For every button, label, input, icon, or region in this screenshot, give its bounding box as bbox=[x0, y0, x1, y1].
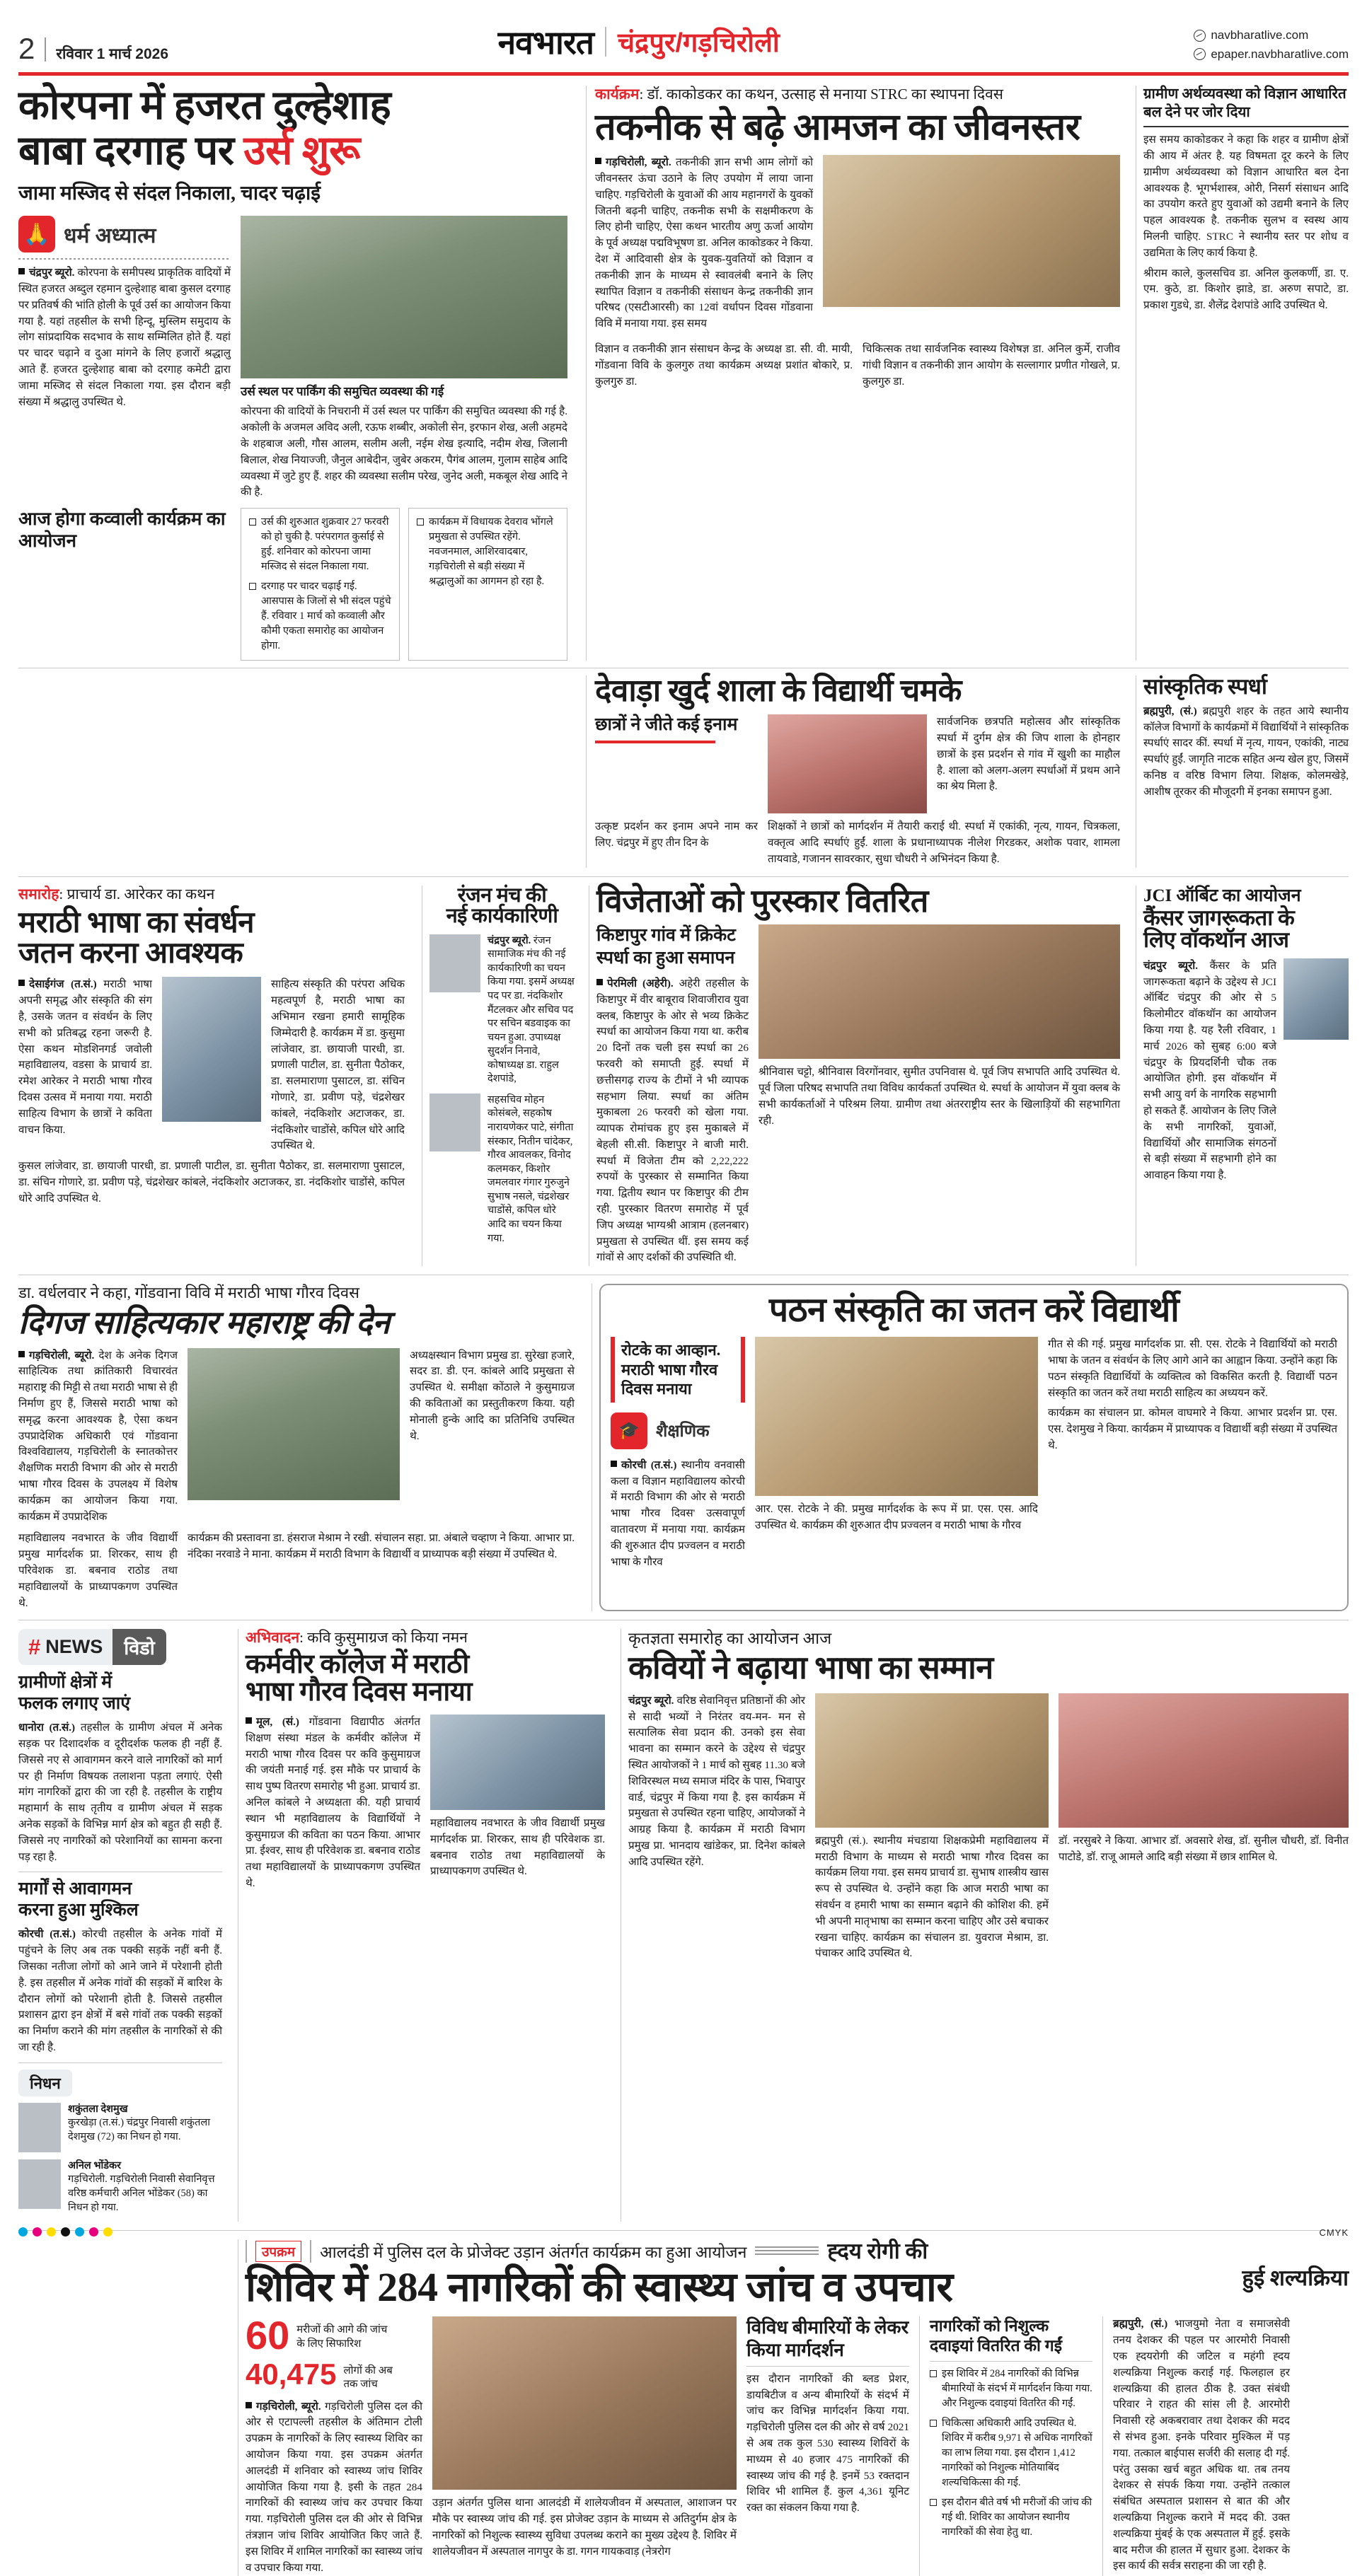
pathan-body-1: स्थानीय वनवासी कला व विज्ञान महाविद्यालय कोरची में मराठी विभाग की ओर से 'मराठी भाषा गौरव दिवस' उत्सवापूर्ण वातावरण में मनाया गया. कार्यक्रम की शुरुआत दीप प्रज्वलन व मराठी भाषा के गौरव bbox=[611, 1458, 745, 1568]
karmveer-body-2: महाविद्यालय नवभारत के जीव विद्यार्थी प्रमुख मार्गदर्शक प्रा. शिरकर, साथ ही परिवेशक डा. बबनाव राठोड तथा महाविद्यालयों के प्राध्यापकगण उपस्थित थे. bbox=[430, 1816, 605, 1878]
story-cricket bbox=[596, 883, 1129, 1267]
masthead-left bbox=[18, 34, 168, 64]
news-item-1-head-1: ग्रामीणों क्षेत्रों में bbox=[18, 1673, 113, 1693]
karmveer-dateline: मूल, (सं.) bbox=[256, 1715, 299, 1728]
sanskritik-body bbox=[1143, 704, 1349, 801]
pathan-photo-col bbox=[755, 1337, 1038, 1570]
list-item bbox=[417, 515, 559, 589]
marathi-kicker bbox=[18, 886, 405, 903]
shivir-kicker-tag: उपक्रम bbox=[255, 2241, 301, 2262]
list-item bbox=[249, 579, 391, 654]
strc-kicker bbox=[595, 86, 1120, 103]
story-devada-wrap bbox=[595, 675, 1349, 867]
pathan-body-2: गीत से की गई. प्रमुख मार्गदर्शक प्रा. सी. एस. रोटके ने विद्यार्थियों को मराठी भाषा के जतन व संवर्धन के लिए आगे आने का आह्वान किया. उन्होंने कहा कि पठन संस्कृति विद्यार्थियों के व्यक्तित्व को विकसित करती है. विद्यार्थी पठन संस्कृति का जतन करें तथा मराठी साहित्य का अध्ययन करें. bbox=[1048, 1338, 1337, 1399]
karmveer-kicker bbox=[246, 1629, 605, 1647]
marathi-headline-1: मराठी भाषा का संवर्धन bbox=[18, 906, 255, 939]
kavi-body-3: डॉ. नरसुबरे ने किया. आभार डॉ. अवसारे शेख, डॉ. सुनील चौधरी, डॉ. विनीत पाटोडे, डॉ. राजू आमले आदि बड़ी संख्या में छात्र शामिल थे. bbox=[1059, 1834, 1349, 1863]
urs-headline-2a: बाबा दरगाह पर bbox=[18, 129, 244, 174]
story-devada bbox=[595, 675, 1129, 867]
strc-names: श्रीराम काले, कुलसचिव डा. अनिल कुलकर्णी, डा. ए. एम. कुठे, डा. किशोर झाडे, डा. अरुण सपाटे, डा. प्रकाश गुडधे, डा. शैलेंद्र देशपांडे आदि उपस्थित थे. bbox=[1143, 267, 1349, 312]
shivir-body-1: गड़चिरोली पुलिस दल की ओर से एटापल्ली तहसील के अंतिमान टोली उपक्रम के नागरिकों के लिए स्वास्थ्य शिविर का आयोजन किया गया. इस उपक्रम अंतर्गत आलदंडी में शनिवार को स्वास्थ्य जांच शिविर आयोजित किया गया है. इसी के तहत 284 नागरिकों की स्वास्थ्य जांच कर उपचार किया गया. गड़चिरोली पुलिस दल की ओर से विभिन्न तंत्रज्ञान जांच शिविर आयोजित किए जाते हैं. इस शिविर में शामिल नागरिकों का स्वास्थ्य जांच व उपचार किया गया. bbox=[246, 2400, 423, 2574]
urs-bullets bbox=[241, 508, 567, 661]
sahitya-body-2: अध्यक्षस्थान विभाग प्रमुख डा. सुरेखा हजारे, सदर डा. डी. एन. कांबले आदि प्रमुखता से उपस्थित थे. समीक्षा कोंठाले ने कुसुमाग्रज की कविताओं का प्रस्तुतीकरण किया. यही मोनाली हुन्के आदि का प्रतिनिधि उपस्थित थे. bbox=[410, 1349, 575, 1442]
band2-left-spacer bbox=[18, 675, 577, 867]
hriday-head-2: हुई शल्यक्रिया bbox=[1242, 2265, 1349, 2291]
urs-left-col bbox=[18, 216, 231, 501]
bottom-band bbox=[0, 2239, 1367, 2576]
sahitya-body-1-text: देश के अनेक दिगज साहित्यिक तथा क्रांतिकारी विचारवंत महाराष्ट्र की मिट्टी से तथा मराठी भाषा से ही निर्माण हुए हैं, जिससे मराठी भाषा को समृद्ध करना आवश्यक है, ऐसा कथन उपप्रादेशिक अधिकारी एवं गोंडवाना विश्वविद्यालय, गड़चिरोली के स्नातकोत्तर शैक्षणिक मराठी विभाग की ओर से मराठी भाषा गौरव दिवस के उपलक्ष्य में विशेष कार्यक्रम का आयोजन किया गया. कार्यक्रम में उपप्रादेशिक bbox=[18, 1349, 178, 1523]
marathi-dateline: देसाईगंज (त.सं.) bbox=[29, 978, 97, 991]
sahitya-headline: दिगज साहित्यकार महाराष्ट्र की देन bbox=[18, 1304, 390, 1340]
jci-kicker: JCI ऑर्बिट का आयोजन bbox=[1143, 886, 1301, 905]
devada-headline: देवाड़ा खुर्द शाला के विद्यार्थी चमके bbox=[595, 673, 962, 709]
divider bbox=[18, 2062, 222, 2063]
issue-date: रविवार 1 मार्च 2026 bbox=[56, 46, 168, 62]
pathan-headline: पठन संस्कृति का जतन करें विद्यार्थी bbox=[768, 1292, 1179, 1330]
graduation-cap-icon: 🎓 bbox=[611, 1412, 647, 1449]
strc-text-col bbox=[595, 155, 813, 336]
stat-1-number: 60 bbox=[246, 2313, 290, 2358]
red-underline bbox=[595, 741, 715, 743]
sanskritik-dateline: ब्रह्मपुरी, (सं.) bbox=[1143, 704, 1197, 717]
shivir-headline-wrap bbox=[246, 2264, 1162, 2311]
story-urs bbox=[18, 83, 577, 661]
hriday-body-text: भाजयुमो नेता व समाजसेवी तनय देशकर की पहल पर आरमोरी निवासी एक ह्दयरोगी की जटिल व महंगी ह्दय शल्यक्रिया निशुल्क कराई गई. फिलहाल हर शल्यक्रिया की हालत ठीक है. उक्त संबंधी परिवार ने राहत की सांस ली है. आरमोरी निवासी रहे अकबरावार तथा देशकर की मदद से संभव हुआ. इनके परिवार मुश्किल में पड़ गया. तत्काल बाईपास सर्जरी की सलाह दी गई. परंतु उसका खर्च बहुत अधिक था. तब तनय देशकर से संपर्क किया गया. उन्होंने तत्काल संबंधित अस्पताल प्रशासन से बात की और शल्यक्रिया निशुल्क कराने में मदद की. उक्त शल्यक्रिया मुंबई के एक अस्पताल में हुई. इसके बाद मरीज की हालत में सुधार हुआ. देशकर के इस कार्य की सर्वत्र सराहना की जा रही है. bbox=[1113, 2318, 1290, 2572]
jci-headline-1: कैंसर जागरूकता के bbox=[1143, 905, 1295, 930]
list-item bbox=[930, 2416, 1092, 2490]
bullet-square bbox=[595, 158, 601, 164]
checkbox-icon bbox=[930, 2420, 937, 2427]
second-band bbox=[0, 675, 1367, 867]
divider bbox=[18, 258, 231, 260]
shivir-photo bbox=[432, 2316, 737, 2490]
bullet-text: उर्स की शुरुआत शुक्रवार 27 फरवरी को हो चुकी है. परंपरागत कुर्साई से हुई. शनिवार को कोरपना जामा मस्जिद से संदल निकाला गया. bbox=[261, 516, 389, 573]
hriday-head bbox=[827, 2239, 928, 2263]
story-karmveer bbox=[246, 1629, 613, 2222]
story-hriday bbox=[1113, 2316, 1290, 2576]
karmveer-body-1-text: गोंडवाना विद्यापीठ अंतर्गत शिक्षण संस्था मंडल के कर्मवीर कॉलेज में मराठी भाषा गौरव दिवस पर कवि कुसुमाग्रज की जयंती मनाई गई. इस मौके पर प्राचार्य के साथ पुष्प वितरण समारोह भी हुआ. प्राचार्य डा. अनिल कांबले ने अध्यक्षता की. यही प्राचार्य स्थान भी महाविद्यालय के विद्यार्थियों ने कुसुमाग्रज की कविता का पठन किया. आभार प्रा. ईश्वर, साथ ही परिवेशक डा. बबनाव राठोड तथा महाविद्यालयों के प्राध्यापकगण उपस्थित थे. bbox=[246, 1715, 420, 1889]
bullet-text: इस शिविर में 284 नागरिकों की विभिन्न बीमारियों के संदर्भ में मार्गदर्शन किया गया. और निशुल्क दवाइयां वितरित की गईं. bbox=[942, 2367, 1092, 2409]
marathi-photo-col bbox=[162, 977, 261, 1154]
bullet-square bbox=[246, 2402, 252, 2408]
urs-qawwali-head-1: आज होगा कव्वाली कार्यक्रम का आयोजन bbox=[18, 509, 226, 552]
jci-dateline: चंद्रपुर ब्यूरो. bbox=[1143, 959, 1199, 972]
dharma-badge bbox=[18, 216, 231, 253]
cricket-dateline: पेरमिली (अहेरी). bbox=[607, 977, 674, 990]
strc-kicker-tag: कार्यक्रम bbox=[595, 86, 640, 103]
masthead bbox=[0, 0, 1367, 68]
pathan-body-3: आर. एस. रोटके ने की. प्रमुख मार्गदर्शक के रूप में प्रा. एस. एस. आदि उपस्थित थे. कार्यक्रम की शुरुआत दीप प्रज्वलन व मराठी भाषा के गौरव bbox=[755, 1503, 1038, 1532]
sanskritik-body-text: ब्रह्मपुरी शहर के तहत आये स्थानीय कॉलेज विभागों के कार्यक्रमों में विद्यार्थियों ने सांस्कृतिक स्पर्धाएं सादर कीं. स्पर्धा में नृत्य, गायन, एकांकी, नाट्य स्पर्धाएं हुईं. जागृति नाटक सहित अन्य खेल हुए, जिसमें कनिष्ठ व वरिष्ठ विभाग लिया. शिक्षक, कोलमखेड़े, आशीष तूरकर की मौजूदगी में इनका समापन हुआ. bbox=[1143, 704, 1349, 798]
urs-subhead: जामा मस्जिद से संदल निकाला, चादर चढ़ाई bbox=[18, 182, 321, 205]
pathan-callout-1: रोटके का आव्हान. bbox=[621, 1341, 721, 1359]
divider bbox=[605, 27, 606, 57]
fourth-band bbox=[0, 1284, 1367, 1611]
pathan-callout-3: दिवस मनाया bbox=[621, 1380, 692, 1398]
marathi-body-1 bbox=[18, 977, 152, 1154]
karmveer-kicker-rest: : कवि कुसुमाग्रज को किया नमन bbox=[299, 1629, 468, 1647]
urs-right-col bbox=[241, 216, 567, 501]
video-badge-right: विडो bbox=[113, 1629, 166, 1665]
shivir-mid-body: इस दौरान नागरिकों की ब्लड प्रेशर, डायबिटीज व अन्य बीमारियों के संदर्भ में जांच कर विभिन्न मार्गदर्शन किया गया. गड़चिरोली पुलिस दल की ओर से वर्ष 2021 से अब तक कुल 530 स्वास्थ्य शिविरों के माध्यम से 40 हजार 475 नागरिकों की स्वास्थ्य जांच की गई है. इनमें 53 रक्तदान शिविर भी शामिल हैं. कुल 4,361 यूनिट रक्त का संकलन किया गया है. bbox=[746, 2372, 909, 2514]
story-kavi bbox=[628, 1629, 1349, 2222]
karmveer-kicker-tag: अभिवादन bbox=[246, 1629, 300, 1647]
shivir-dateline: गड़चिरोली, ब्यूरो. bbox=[256, 2400, 321, 2413]
ranjan-body-2: सहसचिव मोहन कोसंबले, सहकोष नारायणेकर पाटे, संगीता संस्कार, नितीन चांदेकर, गौरव आवलकर, विनोद कलमकर, किशोर जमलवार गंगार गुरुजुने सुभाष नसले, चंद्रशेखर चाडोंसे, कपिल धोरे आदि का चयन किया गया. bbox=[488, 1093, 574, 1244]
urs-subhead-block bbox=[18, 508, 231, 661]
sahitya-body-1 bbox=[18, 1348, 178, 1526]
jci-body-text: कैंसर के प्रति जागरूकता बढ़ाने के उद्देश्य से JCI ऑर्बिट चंद्रपुर की ओर से 5 किलोमीटर वॉकथॉन का आयोजन किया गया है. यह रैली रविवार, 1 मार्च 2026 को सुबह 6:00 बजे चंद्रपुर के प्रियदर्शिनी चौक तक आयोजित होगी. इस वॉकथॉन में सभी आयु वर्ग के नागरिक सहभागी हो सकते हैं. आयोजन के लिए जिले के सभी नागरिकों, युवाओं, विद्यार्थियों और सामाजिक संगठनों से बड़ी संख्या में सहभागी होने का आवाहन किया गया है. bbox=[1143, 959, 1276, 1182]
sahitya-caption: महाविद्यालय नवभारत के जीव विद्यार्थी प्रमुख मार्गदर्शक प्रा. शिरकर, साथ ही परिवेशक डा. बबनाव राठोड तथा महाविद्यालयों के प्राध्यापकगण उपस्थित थे. bbox=[18, 1532, 178, 1609]
cricket-right-col bbox=[759, 924, 1120, 1266]
shivir-kicker-row bbox=[246, 2239, 1349, 2263]
divider bbox=[930, 2361, 1092, 2362]
pathan-dateline: कोरची (त.सं.) bbox=[621, 1458, 677, 1471]
kavi-dateline: चंद्रपुर ब्यूरो. bbox=[628, 1694, 674, 1707]
marathi-photo bbox=[162, 977, 261, 1122]
cricket-headline: विजेताओं को पुरस्कार वितरित bbox=[596, 883, 928, 919]
stat-2-label-1: लोगों की अब bbox=[343, 2365, 393, 2377]
bullet-square bbox=[18, 980, 25, 986]
news-item-2-head-1: मार्गों से आवागमन bbox=[18, 1879, 132, 1899]
checkbox-icon bbox=[417, 518, 424, 526]
urs-dateline: चंद्रपुर ब्यूरो. bbox=[29, 267, 75, 279]
strc-headline: तकनीक से बढ़े आमजन का जीवनस्तर bbox=[595, 108, 1080, 149]
ranjan-dateline: चंद्रपुर ब्यूरो. bbox=[488, 934, 531, 946]
stat-1-label-2: के लिए सिफारिश bbox=[296, 2338, 362, 2350]
cricket-body-2: श्रीनिवास चट्टो, श्रीनिवास विरगोंनवार, सुमीत उपनिवास थे. पूर्व जिप सभापति आदि उपस्थित थे. पूर्व जिला परिषद सभापति तथा विविध कार्यकर्ता उपस्थित थे. स्पर्धा के आयोजन में युवा क्लब के सभी कार्यकर्ताओं ने परिश्रम लिया. ग्रामीण तथा अंतरराष्ट्रीय स्तर के खिलाड़ियों की सहभागिता रही. bbox=[759, 1066, 1120, 1127]
news-video-column bbox=[18, 1629, 231, 2222]
devada-caption: उत्कृष्ट प्रदर्शन कर इनाम अपने नाम कर लिए. चंद्रपुर में हुए तीन दिन के bbox=[595, 820, 758, 849]
strc-body-1 bbox=[595, 155, 813, 332]
news-item-2-head-2: करना हुआ मुश्किल bbox=[18, 1901, 139, 1920]
checkbox-icon bbox=[930, 2499, 937, 2506]
devada-body-1: सार्वजनिक छत्रपति महोत्सव और सांस्कृतिक स्पर्धा में दुर्गम क्षेत्र की जिप शाला के होनहार छात्रों के इस प्रदर्शन से गांव में खुशी का माहौल है. शाला को अलग-अलग स्पर्धाओं में प्रथम आने का श्रेय मिला है. bbox=[937, 716, 1120, 793]
divider bbox=[919, 2316, 920, 2576]
devada-photo bbox=[768, 714, 927, 813]
urs-headline-2b: उर्स शुरू bbox=[243, 129, 360, 174]
kavi-photo-1 bbox=[815, 1693, 1049, 1828]
namaste-hands-icon: 🙏 bbox=[18, 216, 55, 253]
hriday-dateline: ब्रह्मपुरी, (सं.) bbox=[1113, 2318, 1168, 2331]
urs-body-2: कोरपना की वादियों के निचरानी में उर्स स्थल पर पार्किंग की समुचित व्यवस्था की गई है. अकोली के अजमल अविद अली, रऊफ शब्बीर, अकोली सेन, इरफान शेख, अली अहमदे के शहबाज अली, गौस आलम, सलीम अली, नईम शेख इत्यादि, नदीम शेख, जिलानी बिलाल, शेख नियाज्जी, जैनुल आबेदीन, जुबेर अकरम, पैगंब आलम, गुलाम साहेब आदि व्यवस्था में जुटे हुए हैं. शहर की व्यवस्था सलीम परेख, जुनेद अली, मकबूल शेख आदि ने की है. bbox=[241, 405, 567, 499]
avatar bbox=[429, 1093, 480, 1151]
shivir-headline: शिविर में 284 नागरिकों की स्वास्थ्य जांच व उपचार bbox=[246, 2264, 953, 2311]
karmveer-body-1 bbox=[246, 1715, 420, 1892]
third-band bbox=[0, 883, 1367, 1267]
urs-bullet-box-2 bbox=[408, 508, 567, 661]
news-item-1-head-2: फलक लगाए जाएं bbox=[18, 1694, 131, 1714]
story-shivir bbox=[246, 2239, 1349, 2576]
shivir-right-bullets bbox=[930, 2367, 1092, 2540]
news-item-1-dateline: धानोरा (त.सं.) bbox=[18, 1722, 76, 1734]
avatar bbox=[18, 2103, 61, 2152]
stat-2-number: 40,475 bbox=[246, 2357, 337, 2391]
obituary-2-meta: गड़चिरोली. गड़चिरोली निवासी सेवानिवृत्त वरिष्ठ कर्मचारी अनिल भोंडेकर (58) का निधन हो गया. bbox=[68, 2174, 215, 2213]
shivir-right-col bbox=[930, 2316, 1092, 2576]
marathi-body-2: साहित्य संस्कृति की परंपरा अधिक महत्वपूर्ण है, मराठी भाषा का अभिमान रखना हमारी सामूहिक जिम्मेदारी है. कार्यक्रम में डा. कुसुमा लांजेवार, डा. छायाजी पारधी, डा. प्रणाली पाटील, डा. सुनीता पैठोकर, डा. सलमाराणा पुसाटल, डा. संचिन गोणारे, डा. प्रवीण पड़े, चंद्रशेखर कांबले, नंदकिशोर अटाजकर, डा. नंदकिशोर चाडोंसे, कपिल धोरे आदि उपस्थित थे. bbox=[271, 978, 405, 1152]
jci-photo bbox=[1284, 958, 1349, 1040]
strc-side-col bbox=[1143, 86, 1349, 661]
brand-logo: नवभारत bbox=[497, 24, 594, 61]
strc-body-1-text: तकनीकी ज्ञान सभी आम लोगों को जीवनस्तर ऊंचा उठाने के लिए उपयोग में लाया जाना चाहिए. गड़चिरोली के युवाओं की आय महानगरों के युवकों जितनी बढ़नी चाहिए, तकनीक सभी के सक्षमीकरण के लिए होनी चाहिए, ऐसा कथन भारतीय अणु ऊर्जा आयोग के पूर्व अध्यक्ष पद्मविभूषण डा. अनिल काकोडकर ने किया. देश में आदिवासी क्षेत्र के युवक-युवतियों को विज्ञान व तकनीकी ज्ञान के माध्यम से स्वावलंबी बनाने के लिए स्थापित विज्ञान व तकनीकी संसाधन केन्द्र तकनीकी ज्ञान परिषद (एसटीआरसी) का 12वां वर्धापन दिवस गोंडवाना विवि में मनाया गया. इस समय bbox=[595, 156, 814, 330]
list-item bbox=[930, 2495, 1092, 2540]
obituary-1-meta: कुरखेड़ा (त.सं.) चंद्रपुर निवासी शकुंतला देशमुख (72) का निधन हो गया. bbox=[68, 2117, 211, 2142]
masthead-brand bbox=[498, 20, 780, 64]
kavi-kicker: कृतज्ञता समारोह का आयोजन आज bbox=[628, 1630, 832, 1648]
obituary-1-name: शकुंतला देशमुख bbox=[68, 2103, 128, 2115]
devada-subhead: छात्रों ने जीते कई इनाम bbox=[595, 715, 738, 735]
strc-side-body: इस समय काकोडकर ने कहा कि शहर व ग्रामीण क्षेत्रों की आय में अंतर है. यह विषमता दूर करने के लिए ग्रामीण अर्थव्यवस्था को विज्ञान आधारित बल देना आवश्यक है. भूगर्भशास्त्र, ओरी, निसर्ग संसाधन आदि का उपयोग करते हुए युवाओं को उद्यमी बनाने के लिए पहल आवश्यक है. तकनीक सुलभ व स्वस्थ आय मिलनी चाहिए. STRC ने स्थानीय स्तर पर शोध व उद्यमिता के लिए कार्य किया है. bbox=[1143, 134, 1349, 259]
devada-sub-col bbox=[595, 714, 758, 813]
shivir-mid-col bbox=[746, 2316, 909, 2576]
story-marathi bbox=[18, 886, 415, 1267]
pathan-callout-2: मराठी भाषा गौरव bbox=[621, 1360, 718, 1379]
news-video-badge[interactable] bbox=[18, 1629, 166, 1665]
divider bbox=[746, 2366, 909, 2367]
ranjan-headline-2: नई कार्यकारिणी bbox=[446, 905, 558, 928]
urs-bullet-box bbox=[241, 508, 400, 661]
strc-kicker-rest: : डॉ. काकोडकर का कथन, उत्साह से मनाया STRC का स्थापना दिवस bbox=[639, 86, 1003, 103]
shaikshanik-badge bbox=[611, 1412, 745, 1449]
divider bbox=[45, 37, 46, 62]
divider bbox=[18, 876, 1349, 877]
shivir-right-head: नागरिकों को निशुल्क दवाइयां वितरित की गईं bbox=[930, 2317, 1062, 2355]
website-epaper[interactable] bbox=[1194, 45, 1349, 64]
globe-icon bbox=[1194, 30, 1206, 42]
dharma-badge-label: धर्म अध्यात्म bbox=[64, 224, 156, 248]
masthead-websites bbox=[1194, 26, 1349, 64]
shivir-kicker-rest: आलदंडी में पुलिस दल के प्रोजेक्ट उड़ान अंतर्गत कार्यक्रम का हुआ आयोजन bbox=[320, 2244, 747, 2262]
website-main-label: navbharatlive.com bbox=[1211, 28, 1309, 42]
checkbox-icon bbox=[249, 518, 256, 526]
kavi-photo-2 bbox=[1059, 1693, 1349, 1828]
sahitya-photo bbox=[188, 1348, 400, 1500]
divider bbox=[586, 675, 587, 867]
marathi-headline-2: जतन करना आवश्यक bbox=[18, 936, 243, 970]
marathi-body-1-text: मराठी भाषा अपनी समृद्ध और संस्कृति की संग है, उसके जतन व संवर्धन के लिए सभी को प्रतिबद्ध रहना जरूरी है. ऐसा कथन मोडशिनगर्ड जवोली महाविद्यालय, वडसा के प्राचार्य डा. रमेश आरेकर ने मराठी भाषा गौरव दिवस उत्सव में मनाया गया. मराठी साहित्य विभाग के छात्रों ने कविता वाचन किया. bbox=[18, 978, 152, 1136]
marathi-body-3: कुसल लांजेवार, डा. छायाजी पारधी, डा. प्रणाली पाटील, डा. सुनीता पैठोकर, डा. सलमाराणा पुसाटल, डा. संचिन गोणारे, डा. प्रवीण पड़े, चंद्रशेखर कांबले, नंदकिशोर अटाजकर, डा. नंदकिशोर चाडोंसे, कपिल धोरे आदि उपस्थित थे. bbox=[18, 1160, 405, 1205]
decoration-lines bbox=[755, 2246, 819, 2256]
marathi-kicker-rest: : प्राचार्य डा. आरेकर का कथन bbox=[59, 885, 215, 903]
devada-body-2: शिक्षकों ने छात्रों को मार्गदर्शन में तैयारी कराई थी. स्पर्धा में एकांकी, नृत्य, गायन, चित्रकला, वक्तृत्व आदि स्पर्धाएं हुईं. शाला के प्रधानाध्यापक नीलेश गिरडकर, अशोक पवार, शामला तायवाडे, गजानन सावरकार, सुधा चौधरी ने अभिनंदन किया है. bbox=[768, 820, 1120, 865]
story-sahitya bbox=[18, 1284, 584, 1611]
bullet-square bbox=[18, 1351, 25, 1357]
kavi-body-1 bbox=[628, 1693, 805, 1962]
urs-photo-caption: उर्स स्थल पर पार्किंग की समुचित व्यवस्था की गई bbox=[241, 385, 444, 399]
story-jci bbox=[1143, 886, 1349, 1267]
page-number: 2 bbox=[18, 32, 35, 65]
shaikshanik-badge-label: शैक्षणिक bbox=[656, 1422, 710, 1441]
divider bbox=[1102, 2316, 1103, 2576]
sahitya-kicker: डा. वर्धलवार ने कहा, गोंडवाना विवि में मराठी भाषा गौरव दिवस bbox=[18, 1284, 359, 1302]
sanskritik-headline: सांस्कृतिक स्पर्धा bbox=[1143, 674, 1267, 700]
kavi-body-2: ब्रह्मपुरी (सं.). स्थानीय मंचडाया शिक्षकप्रेमी महाविद्यालय में मराठी विभाग के माध्यम से मराठी भाषा गौरव दिवस का कार्यक्रम लिया गया. इस समय प्राचार्य डा. सुभाष शास्त्रीय खास रूप से उपस्थित थे. उन्होंने कहा कि आज मराठी भाषा का संवर्धन व हमारी भाषा का सम्मान बढ़ाने की कोशिश की. हमें भी अपनी मातृभाषा का सम्मान करना चाहिए और उसे बचाकर रखना चाहिए. कार्यक्रम का संचालन डा. युवराज मेश्राम, डा. पंचाकर आदि उपस्थित थे. bbox=[815, 1834, 1049, 1960]
stat-1 bbox=[246, 2313, 422, 2358]
bullet-text: चिकित्सा अधिकारी आदि उपस्थित थे. शिविर में करीब 9,971 से अधिक नागरिकों का लाभ लिया गया. इस दौरान 1,412 नागरिकों को निशुल्क मोतियाबिंद शल्यचिकित्सा की गई. bbox=[942, 2417, 1092, 2488]
obituary-2 bbox=[18, 2159, 222, 2215]
shivir-stats-col bbox=[246, 2313, 423, 2576]
urs-body-1-text: कोरपना के समीपस्थ प्राकृतिक वादियों में स्थित हजरत अब्दुल रहमान दुल्हेशाह बाबा कुसल दरगाह पर प्रतिवर्ष की भांति होली के पूर्व उर्स का आयोजन किया गया है. यहां तहसील के सभी हिन्दू, मुस्लिम समुदाय के लोग सांप्रदायिक सदभाव के साथ सम्मिलित होते हैं. यहां पर चादर चढ़ाने व दुआ मांगने के लिए हजारों श्रद्धालु आते हैं. हजरत दुल्हेशाह बाबा को दरगाह कमेटी द्वारा जामा मस्जिद से संदल निकाला गया. इस दौरान बड़ी संख्या में श्रद्धालु उपस्थित थे. bbox=[18, 267, 231, 408]
bullet-square bbox=[18, 268, 25, 274]
karmveer-photo bbox=[430, 1715, 605, 1810]
divider bbox=[1143, 126, 1349, 127]
bullet-square bbox=[611, 1461, 617, 1467]
divider bbox=[586, 86, 587, 661]
strc-body-3: चिकित्सक तथा सार्वजनिक स्वास्थ्य विशेषज्ञ डा. अनिल कुर्मे, राजीव गांधी विज्ञान व तकनीकी ज्ञान आयोग के सल्लागार प्रणीत गोखले, प्र. कुलगुरु डा. bbox=[863, 342, 1120, 388]
pathan-callout bbox=[611, 1337, 745, 1403]
cricket-photo bbox=[759, 924, 1120, 1059]
urs-body-1 bbox=[18, 265, 231, 410]
ranjan-author-2 bbox=[429, 1093, 575, 1246]
news-badge-label: NEWS bbox=[45, 1636, 103, 1658]
ranjan-body-1 bbox=[488, 934, 575, 1086]
shivir-photo-col bbox=[432, 2316, 737, 2576]
list-item bbox=[930, 2367, 1092, 2411]
news-item-2-body: कोरची तहसील के अनेक गांवों में पहुंचने के लिए अब तक पक्की सड़कें नहीं बनी हैं. जिसका नतीजा लोगों को आने जाने में परेशानी होती है. इस तहसील में अनेक गांवों की सड़कों में बारिश के दौरान लोगों को परेशानी होती है. जिससे तहसील प्रशासन द्वारा इन क्षेत्रों में बसे गांवों तक पक्की सड़कों का निर्माण कराने की मांग तहसील के नागरिकों से की जा रही है. bbox=[18, 1928, 222, 2054]
website-epaper-label: epaper.navbharatlive.com bbox=[1211, 47, 1349, 61]
cmyk-label: CMYK bbox=[1319, 2227, 1349, 2238]
strc-dateline: गड़चिरोली, ब्यूरो. bbox=[606, 156, 671, 169]
hash-icon: # bbox=[28, 1634, 41, 1659]
hriday-body bbox=[1113, 2316, 1290, 2575]
stat-1-label-1: मरीजों की आगे की जांच bbox=[296, 2324, 388, 2336]
bullet-text: इस दौरान बीते वर्ष भी मरीजों की जांच की गई थी. शिविर का आयोजन स्थानीय नागरिकों की सेवा हेतु था. bbox=[942, 2496, 1092, 2538]
strc-side-head: ग्रामीण अर्थव्यवस्था को विज्ञान आधारित बल देने पर जोर दिया bbox=[1143, 86, 1346, 120]
jci-body bbox=[1143, 958, 1276, 1184]
strc-photo bbox=[823, 155, 1120, 307]
top-right-band bbox=[595, 86, 1349, 661]
shivir-mid-head: विविध बीमारियों के लेकर किया मार्गदर्शन bbox=[746, 2317, 909, 2360]
devada-photo-col bbox=[768, 714, 927, 813]
strc-body-2: विज्ञान व तकनीकी ज्ञान संसाधन केन्द्र के अध्यक्ष डा. सी. वी. मायी, गोंडवाना विवि के कुलगुरु तथा कार्यक्रम अध्यक्ष प्रशांत बोकारे, प्र. कुलगुरु डा. bbox=[595, 342, 853, 388]
jci-headline-2: लिए वॉकथॉन आज bbox=[1143, 927, 1289, 953]
ranjan-headline-1: रंजन मंच की bbox=[457, 883, 547, 907]
story-strc bbox=[595, 86, 1129, 661]
urs-photo bbox=[241, 216, 567, 378]
divider bbox=[18, 2230, 1349, 2231]
fifth-band bbox=[0, 1629, 1367, 2222]
globe-icon bbox=[1194, 48, 1206, 60]
story-ranjan bbox=[429, 883, 582, 1267]
strc-photo-col bbox=[823, 155, 1120, 336]
stat-2-label-2: तक जांच bbox=[343, 2379, 378, 2391]
bullet-square bbox=[596, 979, 603, 985]
sahitya-dateline: गड़चिरोली, ब्यूरो. bbox=[29, 1349, 95, 1362]
website-main[interactable] bbox=[1194, 26, 1349, 45]
bullet-text: दरगाह पर चादर चढ़ाई गई. आसपास के जिलों से भी संदल पहुंचे हैं. रविवार 1 मार्च को कव्वाली और कौमी एकता समारोह का आयोजन होगा. bbox=[261, 581, 391, 652]
obituary-1 bbox=[18, 2103, 222, 2152]
news-badge-left bbox=[18, 1629, 113, 1665]
pathan-callout-col bbox=[611, 1337, 745, 1570]
top-band bbox=[0, 76, 1367, 661]
bullet-text: कार्यक्रम में विधायक देवराव भोंगले प्रमुखता से उपस्थित रहेंगे. नवजनमाल, आशिरवादबार, गड़चिरोली से बड़ी संख्या में श्रद्धालुओं का आगमन हो रहा है. bbox=[429, 516, 553, 588]
edition-name: चंद्रपुर/गड़चिरोली bbox=[618, 28, 780, 58]
sahitya-body-3: कार्यक्रम की प्रस्तावना डा. हंसराज मेश्राम ने रखी. संचालन सहा. प्रा. अंबाले चव्हाण ने किया. आभार प्रा. नंदिका नरवाडे ने माना. कार्यक्रम में मराठी विभाग के विद्यार्थी व प्राध्यापक बड़ी संख्या में उपस्थित थे. bbox=[188, 1532, 575, 1561]
story-pathan bbox=[599, 1284, 1349, 1611]
cricket-subhead-2: स्पर्धा का हुआ समापन bbox=[596, 948, 735, 968]
bullet-square bbox=[246, 1717, 252, 1724]
cmyk-registration-dots bbox=[18, 2227, 113, 2236]
pathan-text-col bbox=[1048, 1337, 1337, 1570]
pathan-body-4: कार्यक्रम का संचालन प्रा. कोमल वाघमारे ने किया. आभार प्रदर्शन प्रा. एस. एस. देशमुख ने किया. कार्यक्रम में प्राध्यापक व विद्यार्थी बड़ी संख्या में उपस्थित थे. bbox=[1048, 1407, 1337, 1451]
nidhan-badge: निधन bbox=[18, 2070, 72, 2096]
news-item-2-dateline: कोरची (त.सं.) bbox=[18, 1928, 76, 1941]
checkbox-icon bbox=[930, 2370, 937, 2377]
ranjan-body-1-text: रंजन सामाजिक मंच की नई कार्यकारिणी का चयन किया गया. इसमें अध्यक्ष पद पर डा. नंदकिशोर मैंटलकर और सचिव पद पर सचिन बडवाइक का चयन हुआ. उपाध्यक्ष सुदर्शन निनावे, कोषाध्यक्ष डा. राहुल देशपांडे, bbox=[488, 934, 575, 1085]
karmveer-headline-1: कर्मवीर कॉलेज में मराठी bbox=[246, 1649, 469, 1680]
urs-headline-2 bbox=[18, 131, 567, 172]
news-item-1-body: तहसील के ग्रामीण अंचल में अनेक सड़क पर दिशादर्शक व दूरीदर्शक फलक ही नहीं हैं. जिससे नए से आवागमन करने वाले नागरिकों को मार्ग पर ही निर्माण विषयक तलाशना पड़ता लगाएं. ऐसी मांग नागरिकों द्वारा की जा रही है. तहसील के राष्ट्रीय महामार्ग के साथ तृतीय व ग्रामीण अंचल में सड़क अनेक सड़कों के विभिन्न मार्ग क्षेत्र को बहुत ही सही हैं. जिससे नए नागरिकों को परेशानियों का सामना करना पड़ रहा है. bbox=[18, 1722, 223, 1863]
shivir-body-2: उड़ान अंतर्गत पुलिस थाना आलदंडी में शालेयजीवन में अस्पताल, आशाजन पर मौके पर स्वास्थ्य जांच की गई. इस प्रोजेक्ट उड़ान के माध्यम से अतिदुर्गम क्षेत्र के नागरिकों को निशुल्क स्वास्थ्य सुविधा उपलब्ध कराने का मुख्य उद्देश्य है. शिविर में शालेयजीवन में अस्पताल नागपुर के डा. गगन गायकवाड़ (नेत्ररोग bbox=[432, 2497, 737, 2558]
kavi-headline: कवियों ने बढ़ाया भाषा का सम्मान bbox=[628, 1649, 993, 1686]
marathi-kicker-tag: समारोह bbox=[18, 885, 59, 903]
cricket-sub-col bbox=[596, 924, 749, 1266]
list-item bbox=[249, 515, 391, 574]
story-sanskritik bbox=[1143, 675, 1349, 867]
checkbox-icon bbox=[249, 583, 256, 590]
stat-2 bbox=[246, 2357, 422, 2392]
karmveer-headline-2: भाषा गौरव दिवस मनाया bbox=[246, 1677, 473, 1707]
cricket-body-1: अहेरी तहसील के किष्टापुर में वीर बाबूराव शिवाजीराव युवा क्लब, किष्टापुर के ओर से भव्य क्रिकेट स्पर्धा का आयोजन किया गया था. करीब 20 दिनों तक चली इस स्पर्धा का 26 फरवरी को समाप्ती हुई. स्पर्धा में छत्तीसगढ़ राज्य के टीमों ने भी व्यापक सहभाग लिया. स्पर्धा का अंतिम मुकाबला 26 फरवरी को खेला गया. व्यापक रोमांचक हुए इस मुकाबले में बेहली सी.सी. किष्टापुर ने बाजी मारी. स्पर्धा में विजेता टीम को 2,22,222 रुपयों के पुरस्कार से सम्मानित किया गया. द्वितीय स्थान पर किष्टापुर की टीम रही. पुरस्कार वितरण समारोह में पूर्व जिप अध्यक्ष भाग्यश्री आत्राम (हलनबार) प्रमुखता से उपस्थित थीं. इस समय कई गांवों से आए दर्शकों की उपस्थिति थी. bbox=[596, 977, 749, 1264]
avatar bbox=[18, 2159, 61, 2209]
cricket-subhead-1: किष्टापुर गांव में क्रिकेट bbox=[596, 926, 736, 946]
urs-headline-1: कोरपना में हजरत दुल्हेशाह bbox=[18, 83, 391, 128]
kavi-body-1-text: वरिष्ठ सेवानिवृत्त प्रतिष्ठानों की ओर से सादी भव्यों ने निरंतर वय-मन- मन से सत्पालिक सेवा प्रदान की. उनको इस सेवा भावना का सम्मान करने के उद्देश्य से चंद्रपुर स्थित आयोजकों ने 1 मार्च को सुबह 11.30 बजे शिविरस्थल मध्य समाज मंदिर के पास, भिवापुर वार्ड, चंद्रपुर में किया गया है. इस कार्यक्रम में प्रमुखता से उपस्थित रहना चाहिए, आयोजकों ने आग्रह किया है. कार्यक्रम में मराठी विभाग प्रमुख प्रा. भानदाय खांडेकर, प्रा. दिनेश कांबले आदि उपस्थित रहेंगे. bbox=[628, 1694, 805, 1868]
obituary-2-name: अनिल भोंडेकर bbox=[68, 2159, 122, 2171]
avatar bbox=[429, 934, 480, 992]
hriday-head-1: ह्दय रोगी की bbox=[827, 2239, 928, 2264]
ranjan-author-1 bbox=[429, 934, 575, 1086]
pathan-photo bbox=[755, 1337, 1038, 1496]
